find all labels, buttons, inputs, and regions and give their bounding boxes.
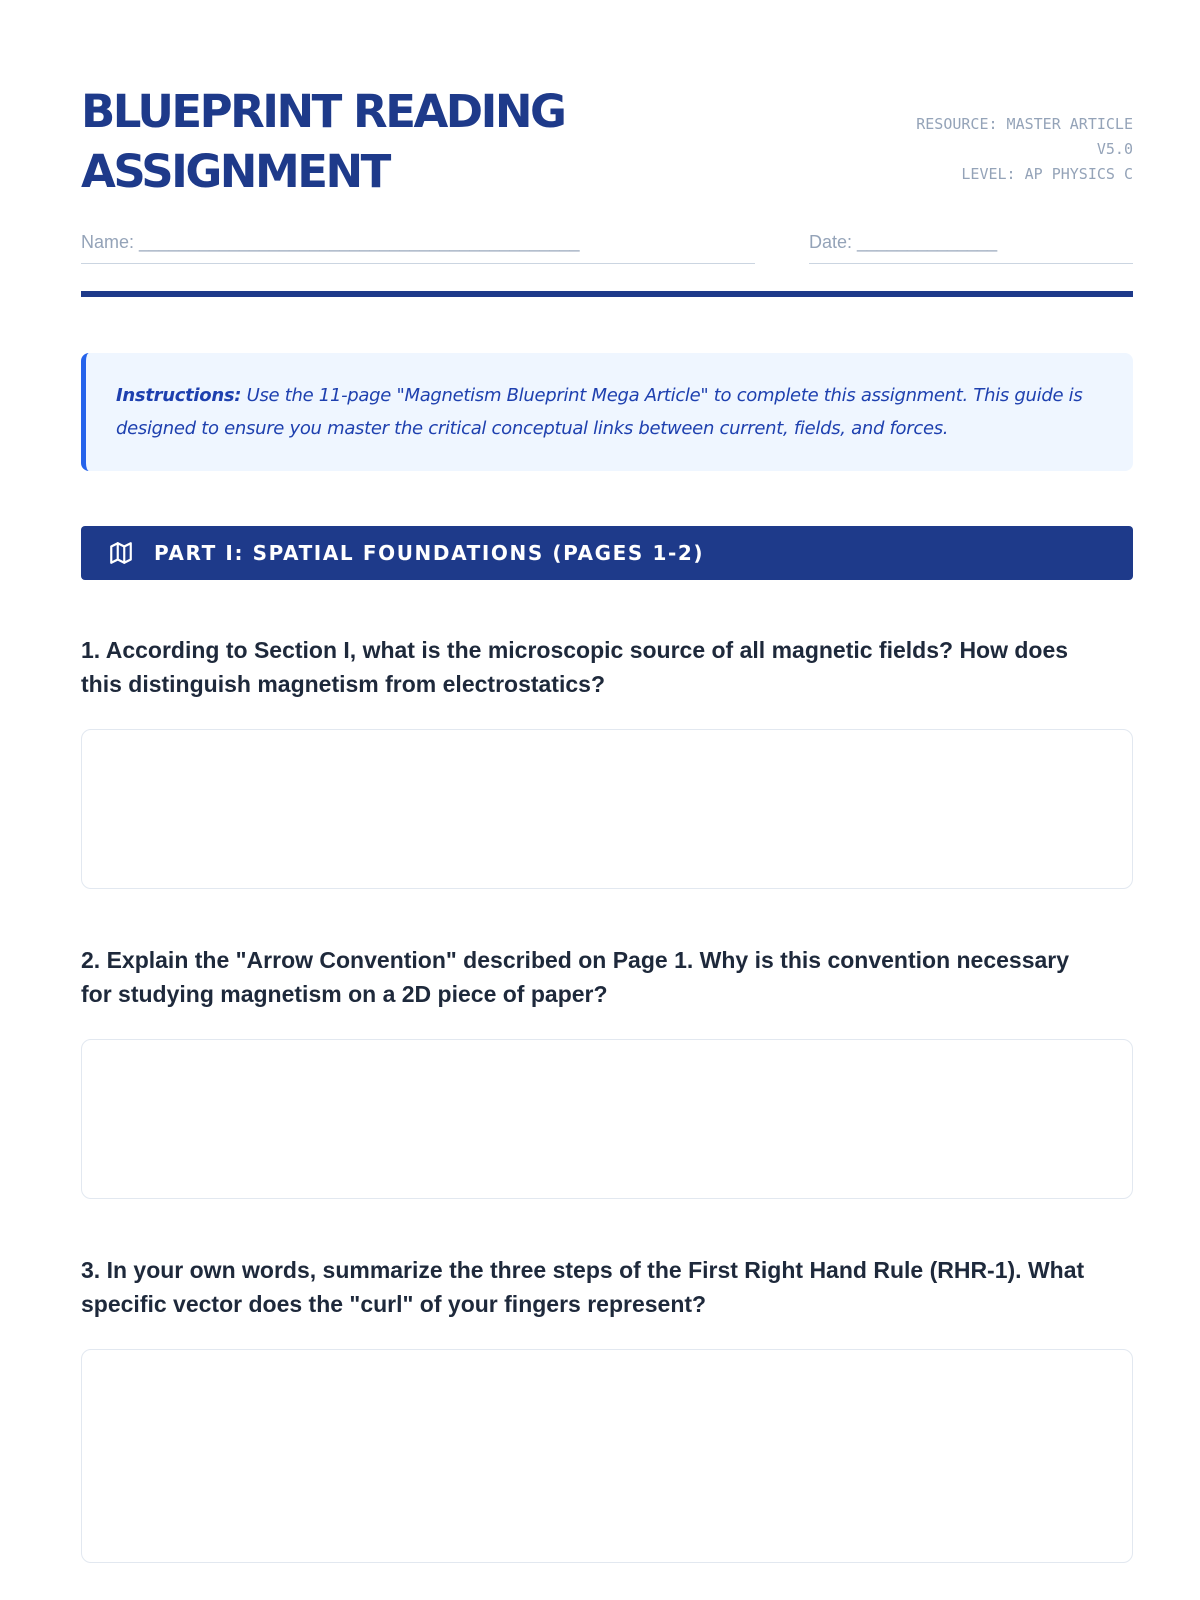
question-2-text: 2. Explain the "Arrow Convention" described on Page 1. Why is this convention necessary for studying magnetism on a 2D piece of paper? (81, 947, 1070, 1007)
resource-meta (916, 112, 1133, 187)
instructions-callout (81, 353, 1133, 471)
question-2 (81, 943, 1133, 1011)
worksheet-page (81, 0, 1133, 1317)
answer-box-1[interactable] (81, 729, 1133, 889)
name-field[interactable]: Name: ____________________________________________ (81, 228, 755, 264)
meta-level: LEVEL: AP PHYSICS C (961, 165, 1133, 183)
title-line-1: BLUEPRINT READING (81, 85, 565, 138)
instructions-text: Use the 11-page "Magnetism Blueprint Mega Article" to complete this assignment. This guide is designed to ensure you master the critical conceptual links between current, fields, and forces. (116, 385, 1083, 439)
meta-resource: RESOURCE: MASTER ARTICLE (916, 115, 1133, 133)
answer-box-2[interactable] (81, 1039, 1133, 1199)
title-line-2: ASSIGNMENT (81, 145, 389, 198)
header (81, 0, 1133, 210)
page-title (81, 82, 721, 202)
question-1 (81, 633, 1133, 701)
header-divider (81, 291, 1133, 297)
instructions-label: Instructions: (116, 385, 242, 406)
part-1-title: PART I: SPATIAL FOUNDATIONS (PAGES 1-2) (154, 541, 705, 565)
question-3-text: 3. In your own words, summarize the three steps of the First Right Hand Rule (RHR-1). What specific vector does the "curl" of your fingers represent? (81, 1257, 1085, 1317)
date-field[interactable]: Date: ______________ (809, 228, 1133, 264)
question-1-text: 1. According to Section I, what is the microscopic source of all magnetic fields? How does this distinguish magnetism from electrostatics? (81, 637, 1069, 697)
student-fields (81, 228, 1133, 264)
answer-box-3[interactable] (81, 1349, 1133, 1563)
meta-version: V5.0 (1096, 140, 1133, 158)
part-1-header (81, 526, 1133, 580)
question-3 (81, 1253, 1133, 1321)
map-icon (108, 540, 134, 566)
